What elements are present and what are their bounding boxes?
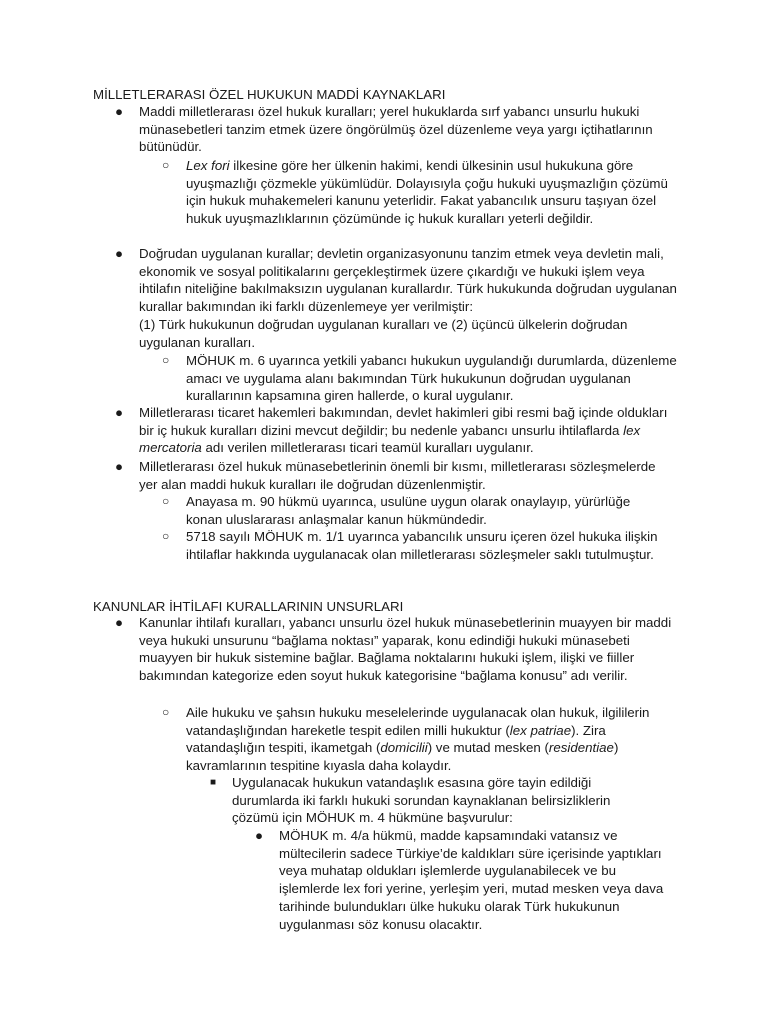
item-text: MÖHUK m. 6 uyarınca yetkili yabancı hukukun uygulandığı durumlarda, düzenleme amacı ve uygulama alanı bakımından Türk hukukunun doğrudan uygulanan kurallarının kapsamına giren hallerde, o kural uygulanır. <box>186 353 677 404</box>
list-item <box>162 528 671 563</box>
list-item <box>115 458 659 493</box>
list-item <box>162 704 678 775</box>
bullet-circle-icon: ○ <box>162 353 170 367</box>
item-text: Milletlerarası özel hukuk münasebetlerinin önemli bir kısmı, milletlerarası sözleşmelerde yer alan maddi hukuk kuralları ile doğrudan düzenlenmiştir. <box>139 459 656 492</box>
item-text: ilkesine göre her ülkenin hakimi, kendi ülkesinin usul hukukuna göre uyuşmazlığı çözmekle yükümlüdür. Dolayısıyla çoğu hukuki uyuşmazlığın çözümü için hukuk muhakemeleri kanunu yeterlidir. Fakat yabancılık unsuru taşıyan özel hukuk uyuşmazlıklarının çözümünde iç hukuk kuralları yeterli değildir. <box>186 158 668 227</box>
list-item <box>115 614 684 685</box>
section-heading-2: KANUNLAR İHTİLAFI KURALLARININ UNSURLARI <box>93 599 404 614</box>
item-text: ). Zira vatandaşlığın tespiti, ikametgah ( <box>186 722 606 756</box>
bullet-circle-icon: ○ <box>162 705 170 719</box>
list-item <box>162 157 678 228</box>
section-heading-1: MİLLETLERARASI ÖZEL HUKUKUN MADDİ KAYNAKLARI <box>93 87 446 102</box>
bullet-disc-icon: ● <box>115 459 124 474</box>
item-text-italic: Lex fori <box>186 158 230 173</box>
item-text: (1) Türk hukukunun doğrudan uygulanan kuralları ve (2) üçüncü ülkelerin doğrudan uygulanan kuralları. <box>139 316 628 350</box>
bullet-disc-icon: ● <box>255 828 264 843</box>
bullet-disc-icon: ● <box>115 246 124 261</box>
item-text: Anayasa m. 90 hükmü uyarınca, usulüne uygun olarak onaylayıp, yürürlüğe konan uluslararası anlaşmalar kanun hükmündedir. <box>186 494 631 527</box>
item-text: ) ve mutad mesken ( <box>427 740 549 756</box>
item-text-italic: lex mercatoria <box>139 422 641 456</box>
list-item <box>162 493 656 528</box>
item-text: Milletlerarası ticaret hakemleri bakımından, devlet hakimleri gibi resmi bağ içinde oldukları bir iç hukuk kuralları dizini mevcut değildir; bu nedenle yabancı unsurlu ihtilaflarda <box>139 405 668 438</box>
item-text: Maddi milletlerarası özel hukuk kuralları; yerel hukuklarda sırf yabancı unsurlu hukuki münasebetleri tanzim etmek üzere öngörülmüş özel düzenleme veya yargı içtihatlarının bütünüdür. <box>139 104 653 155</box>
item-text: Kanunlar ihtilafı kuralları, yabancı unsurlu özel hukuk münasebetlerinin muayyen bir maddi veya hukuki unsurunu “bağlama noktası” yaparak, konu edindiği hukuki münasebeti muayyen bir hukuk sistemine bağlar. Bağlama noktalarını hukuki işlem, ilişki ve fiiller bakımından kategorize eden soyut hukuk kategorisine “bağlama konusu” adı verilir. <box>139 615 672 684</box>
bullet-disc-icon: ● <box>115 405 124 420</box>
item-text-italic: lex patriae <box>509 722 572 738</box>
list-item <box>115 103 684 156</box>
list-item <box>115 245 684 351</box>
item-text: 5718 sayılı MÖHUK m. 1/1 uyarınca yabancılık unsuru içeren özel hukuka ilişkin ihtilaflar hakkında uygulanacak olan milletlerarası sözleşmeler saklı tutulmuştur. <box>186 529 658 562</box>
bullet-circle-icon: ○ <box>162 158 170 172</box>
bullet-circle-icon: ○ <box>162 529 170 543</box>
item-text: Doğrudan uygulanan kurallar; devletin organizasyonunu tanzim etmek veya devletin mali, ekonomik ve sosyal politikalarını gerçekleştirmek üzere çıkardığı ve hukuki işlem veya ihtilafın niteliğine bakılmaksızın uygulanan kurallardır. Türk hukukunda doğrudan uygulanan kurallar bakımından iki farklı düzenlemeye yer verilmiştir: <box>139 246 677 315</box>
list-item <box>162 352 678 405</box>
item-text: MÖHUK m. 4/a hükmü, madde kapsamındaki vatansız ve mültecilerin sadece Türkiye’de kaldıkları süre içerisinde yaptıkları veya muhatap oldukları işlemlerde uygulanabilecek ve bu işlemlerde lex fori yerine, yerleşim yeri, mutad mesken veya dava tarihinde bulundukları ülke hukuku olarak Türk hukukunun uygulanması söz konusu olacaktır. <box>279 828 664 932</box>
bullet-disc-icon: ● <box>115 104 124 119</box>
list-item <box>210 774 652 827</box>
item-text-italic: residentiae <box>548 740 614 756</box>
bullet-circle-icon: ○ <box>162 494 170 508</box>
item-text: Uygulanacak hukukun vatandaşlık esasına göre tayin edildiği durumlarda iki farklı hukuki sorundan kaynaklanan belirsizliklerin çözümü için MÖHUK m. 4 hükmüne başvurulur: <box>232 775 611 826</box>
bullet-square-icon: ■ <box>210 777 217 788</box>
bullet-disc-icon: ● <box>115 615 124 630</box>
list-item <box>255 827 679 933</box>
item-text-italic: domicilii <box>380 740 428 756</box>
item-text: Aile hukuku ve şahsın hukuku meselelerinde uygulanacak olan hukuk, ilgililerin vatandaşlığından hareketle tespit edilen milli hukuktur ( <box>186 705 650 738</box>
list-item <box>115 404 679 457</box>
item-text: ) kavramlarının tespitine kıyasla daha kolaydır. <box>186 740 619 774</box>
item-text: adı verilen milletlerarası ticari teamül kuralları uygulanır. <box>201 440 534 456</box>
